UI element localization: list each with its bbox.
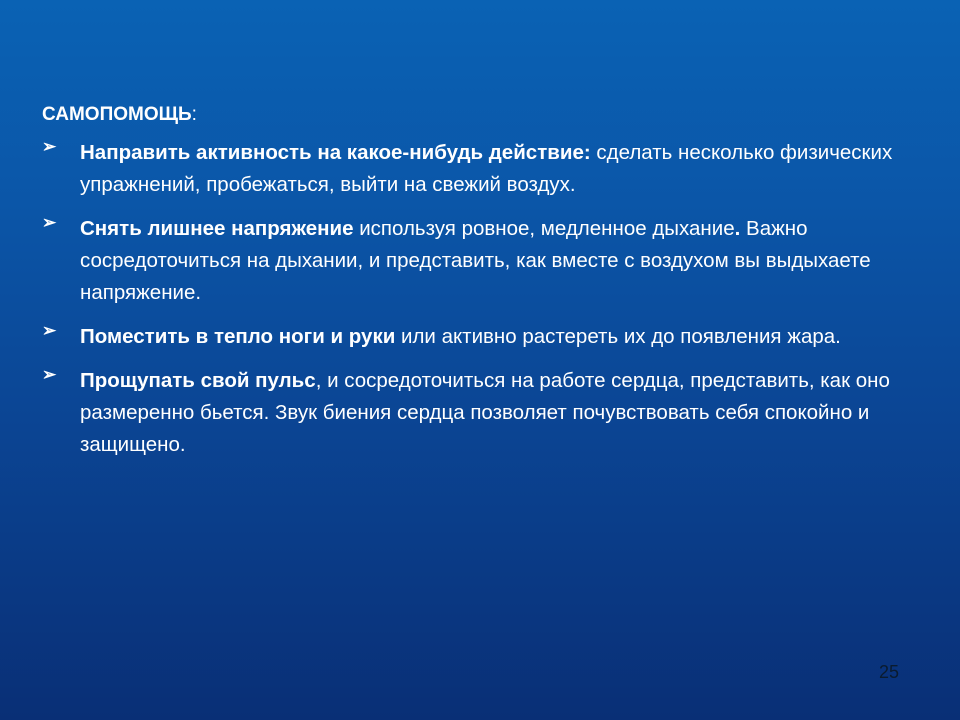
slide-heading [42, 100, 912, 130]
chevron-right-icon: ➢ [42, 321, 57, 340]
self-help-list [42, 137, 912, 461]
chevron-right-icon: ➢ [42, 365, 57, 384]
list-item-period: . [734, 217, 741, 240]
slide-content [42, 100, 912, 473]
list-item-lead: Прощупать свой пульс [80, 369, 316, 392]
list-item-body: сделать несколько физических упражнений, пробежаться, выйти на свежий воздух. [80, 141, 893, 196]
heading-title: САМОПОМОЩЬ [42, 104, 192, 125]
list-item-lead: Направить активность на какое-нибудь действие: [80, 141, 591, 164]
list-item [42, 213, 912, 309]
list-item-lead: Снять лишнее напряжение [80, 217, 354, 240]
list-item-text [80, 217, 871, 304]
chevron-right-icon: ➢ [42, 213, 57, 232]
list-item-body: , и сосредоточиться на работе сердца, представить, как оно размеренно бьется. Звук биения сердца позволяет почувствовать себя спокойно и защищено. [80, 369, 890, 456]
list-item-body: используя ровное, медленное дыхание [359, 217, 735, 240]
list-item-continuation: Важно сосредоточиться на дыхании, и представить, как вместе с воздухом вы выдыхаете напряжение. [80, 217, 871, 304]
list-item [42, 365, 912, 461]
list-item [42, 137, 912, 201]
list-item-text [80, 141, 892, 196]
page-number: 25 [879, 662, 900, 682]
list-item-text [80, 325, 841, 348]
list-item-text [80, 369, 890, 456]
chevron-right-icon: ➢ [42, 137, 57, 156]
list-item-body: или активно растереть их до появления жара. [401, 325, 841, 348]
list-item-lead: Поместить в тепло ноги и руки [80, 325, 396, 348]
list-item [42, 321, 912, 353]
heading-colon: : [191, 104, 197, 125]
